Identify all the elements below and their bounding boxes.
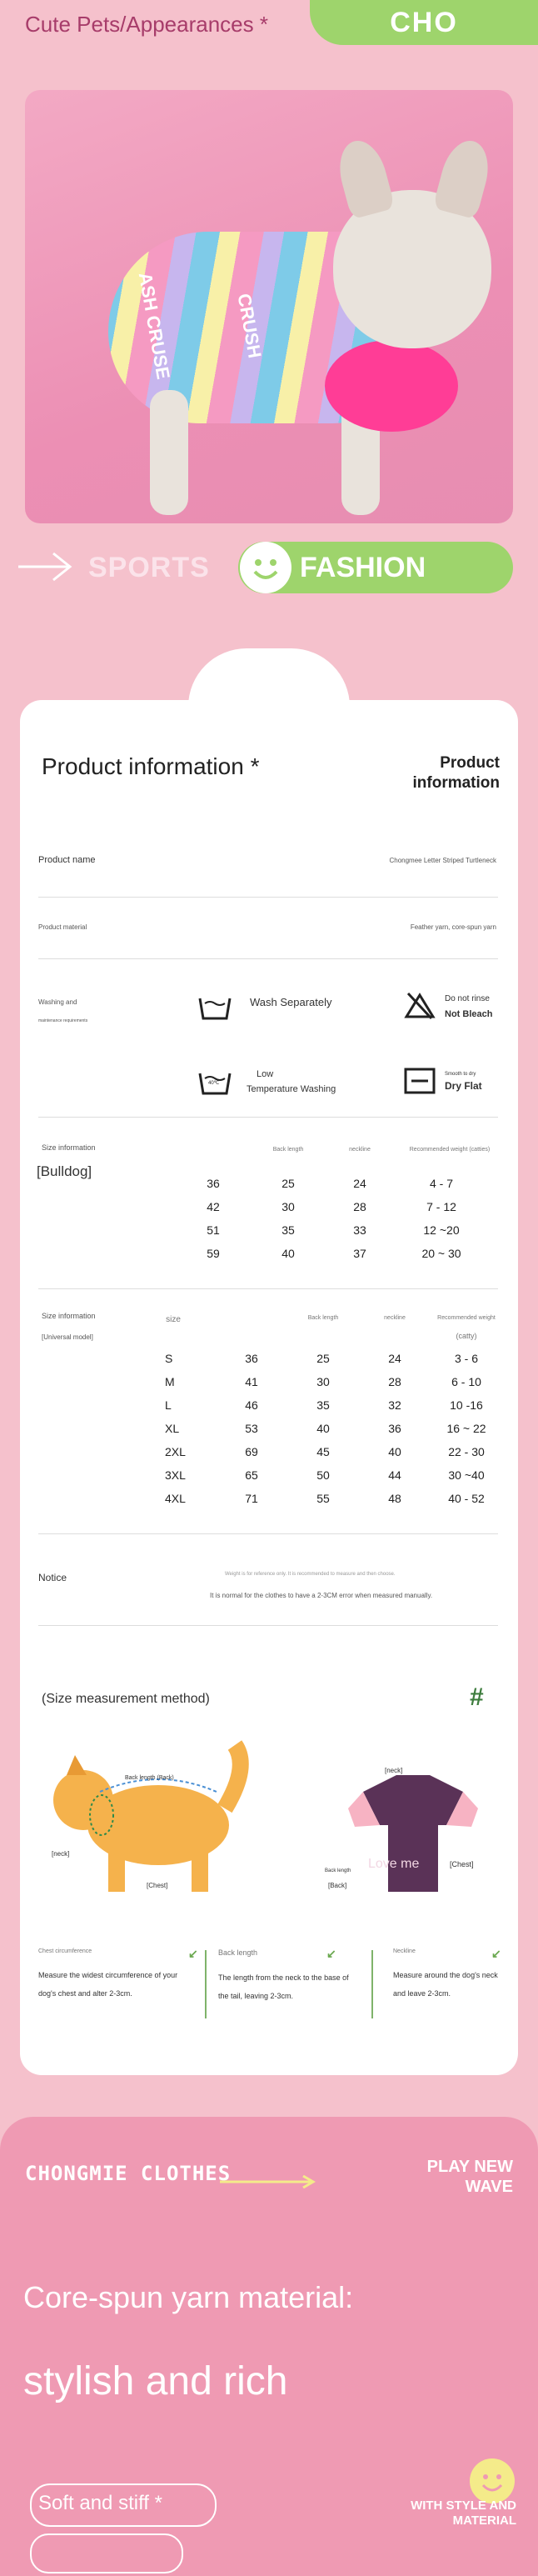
arrow-right-icon (17, 550, 75, 583)
table-cell: 36 (388, 1422, 401, 1435)
table-cell: 3 - 6 (454, 1352, 478, 1365)
shirt-neck-label: [neck] (385, 1767, 403, 1774)
shirt-diagram (330, 1750, 496, 1917)
dry-flat-icon (403, 1067, 436, 1095)
table-cell: 46 (245, 1398, 258, 1412)
table-cell: XL (165, 1422, 180, 1435)
table-cell: 42 (207, 1200, 220, 1213)
product-name-label: Product name (38, 855, 96, 865)
soft-pill-2 (30, 2533, 183, 2573)
measure-chest-text: Measure the widest circumference of your dog's chest and alter 2-3cm. (38, 1971, 178, 1998)
divider (205, 1950, 207, 2018)
check-icon: ↙ (188, 1947, 198, 1960)
measure-chest (38, 1948, 180, 2003)
table-cell: 40 - 52 (448, 1492, 485, 1505)
product-material-label: Product material (38, 923, 87, 931)
table-cell: 71 (245, 1492, 258, 1505)
collar (325, 340, 458, 432)
measure-neck (393, 1948, 501, 2003)
table-cell: 25 (281, 1177, 295, 1190)
hero-image (25, 90, 513, 523)
table-header: Back length (272, 1147, 304, 1153)
sweater-text: CRUSH (233, 292, 266, 360)
shirt-chest-label: [Chest] (450, 1860, 474, 1868)
divider (38, 1288, 498, 1289)
wash-tub-icon (198, 993, 232, 1022)
table-cell: 16 ~ 22 (446, 1422, 486, 1435)
table-cell: 6 - 10 (451, 1375, 481, 1388)
table-cell: 12 ~20 (423, 1223, 460, 1237)
table-cell: 50 (316, 1468, 330, 1482)
shirt-back-label: [Back] (328, 1882, 347, 1889)
table-cell: 25 (316, 1352, 330, 1365)
arrow-right-icon (220, 2175, 320, 2188)
measure-back-title: Back length (218, 1948, 258, 1957)
core-yarn-headline: Core-spun yarn material: (23, 2280, 354, 2314)
table-cell: 24 (388, 1352, 401, 1365)
product-info-title-right: Product information (412, 754, 500, 792)
table-cell: 30 (316, 1375, 330, 1388)
method-title: (Size measurement method) (42, 1692, 210, 1706)
table-cell: 41 (245, 1375, 258, 1388)
fashion-label: FASHION (300, 552, 426, 583)
table-cell: M (165, 1375, 175, 1388)
divider (38, 1117, 498, 1118)
table-cell: 20 ~ 30 (421, 1247, 461, 1260)
table-cell: 40 (316, 1422, 330, 1435)
table-cell: 10 -16 (450, 1398, 483, 1412)
dry-flat-label: Dry Flat (445, 1080, 482, 1092)
divider (38, 958, 498, 959)
table-header: size (166, 1315, 181, 1324)
stylish-headline: stylish and rich (23, 2359, 288, 2403)
table-cell: 30 ~40 (448, 1468, 485, 1482)
notice-text-2: It is normal for the clothes to have a 2-3CM error when measured manually. (210, 1592, 433, 1599)
with-style-label: WITH STYLE AND MATERIAL (411, 2498, 516, 2528)
size-info-label-2: Size information (42, 1312, 96, 1320)
table-cell: 53 (245, 1422, 258, 1435)
dog-leg (150, 390, 188, 515)
table-cell: 4XL (165, 1492, 186, 1505)
dog-ear (332, 136, 395, 220)
product-info-title: Product information * (42, 753, 260, 779)
smile-icon (470, 2458, 515, 2503)
table-cell: 35 (316, 1398, 330, 1412)
measure-neck-title: Neckline (393, 1948, 416, 1954)
wash-separately-label: Wash Separately (250, 996, 332, 1008)
divider (371, 1950, 373, 2018)
table-cell: 45 (316, 1445, 330, 1458)
table-cell: 51 (207, 1223, 220, 1237)
table-cell: 48 (388, 1492, 401, 1505)
table-cell: 22 - 30 (448, 1445, 485, 1458)
brand-badge: CHO (310, 0, 538, 45)
sports-label: SPORTS (88, 552, 210, 583)
washing-label-2: maintenance requirements (38, 1018, 88, 1023)
bulldog-label: [Bulldog] (37, 1163, 92, 1179)
table-cell: 28 (388, 1375, 401, 1388)
table-cell: 69 (245, 1445, 258, 1458)
table-cell: 59 (207, 1247, 220, 1260)
table-cell: 32 (388, 1398, 401, 1412)
size-info-label: Size information (42, 1143, 96, 1152)
table-cell: 40 (388, 1445, 401, 1458)
table-cell: 40 (281, 1247, 295, 1260)
low-temp-label: Temperature Washing (247, 1084, 336, 1094)
measure-back-text: The length from the neck to the base of the tail, leaving 2-3cm. (218, 1973, 349, 2000)
table-cell: S (165, 1352, 173, 1365)
check-icon: ↙ (491, 1947, 501, 1960)
shirt-print: Love me (368, 1857, 420, 1871)
divider (38, 1625, 498, 1626)
table-cell: 36 (245, 1352, 258, 1365)
low-label: Low (257, 1069, 274, 1079)
divider (38, 1533, 498, 1534)
product-material-value: Feather yarn, core-spun yarn (410, 923, 496, 931)
table-cell: 2XL (165, 1445, 186, 1458)
brand-name: CHONGMIE CLOTHES (25, 2162, 232, 2185)
measure-chest-title: Chest circumference (38, 1948, 92, 1954)
table-cell: 30 (281, 1200, 295, 1213)
divider (38, 897, 498, 898)
washing-label: Washing and (38, 998, 77, 1006)
table-header: neckline (349, 1147, 371, 1153)
smile-icon (240, 542, 291, 593)
table-cell: 3XL (165, 1468, 186, 1482)
table-cell: 37 (353, 1247, 366, 1260)
table-cell: 28 (353, 1200, 366, 1213)
no-bleach-icon (403, 992, 436, 1020)
low-temp-value: 40℃ (208, 1081, 220, 1086)
soft-label: Soft and stiff * (38, 2492, 162, 2514)
table-cell: 44 (388, 1468, 401, 1482)
notice-label: Notice (38, 1572, 67, 1583)
neck-label: [neck] (52, 1850, 70, 1858)
table-cell: 7 - 12 (426, 1200, 456, 1213)
table-header: Recommended weight (437, 1315, 496, 1321)
table-header: (catty) (456, 1332, 477, 1340)
shirt-back-length-label: Back length (325, 1868, 351, 1873)
table-header: Recommended weight (catties) (409, 1147, 491, 1153)
table-cell: 36 (207, 1177, 220, 1190)
smooth-dry-label: Smooth to dry (445, 1072, 476, 1077)
play-new-wave: PLAY NEW WAVE (426, 2158, 513, 2196)
page-title: Cute Pets/Appearances * (25, 12, 268, 37)
chest-label: [Chest] (147, 1882, 168, 1889)
measure-back (218, 1948, 360, 2005)
back-length-label: Back length (Back) (125, 1775, 174, 1781)
dog-ear (432, 136, 495, 220)
table-cell: L (165, 1398, 172, 1412)
table-header: Back length (307, 1315, 339, 1321)
table-cell: 55 (316, 1492, 330, 1505)
product-name-value: Chongmee Letter Striped Turtleneck (389, 857, 496, 864)
table-cell: 33 (353, 1223, 366, 1237)
no-rinse-label: Do not rinse (445, 994, 490, 1003)
measure-neck-text: Measure around the dog's neck and leave 2-3cm. (393, 1971, 498, 1998)
check-icon: ↙ (326, 1947, 336, 1960)
notice-text-1: Weight is for reference only. It is recommended to measure and then choose. (225, 1572, 396, 1577)
dog-diagram (42, 1733, 250, 1900)
table-cell: 4 - 7 (429, 1177, 453, 1190)
table-cell: 24 (353, 1177, 366, 1190)
table-header: neckline (384, 1315, 406, 1321)
universal-label: [Universal model] (42, 1333, 93, 1341)
table-cell: 65 (245, 1468, 258, 1482)
hash-icon: # (470, 1683, 484, 1711)
not-bleach-label: Not Bleach (445, 1009, 493, 1019)
sweater-text: ASH CRUSE (134, 270, 174, 381)
table-cell: 35 (281, 1223, 295, 1237)
